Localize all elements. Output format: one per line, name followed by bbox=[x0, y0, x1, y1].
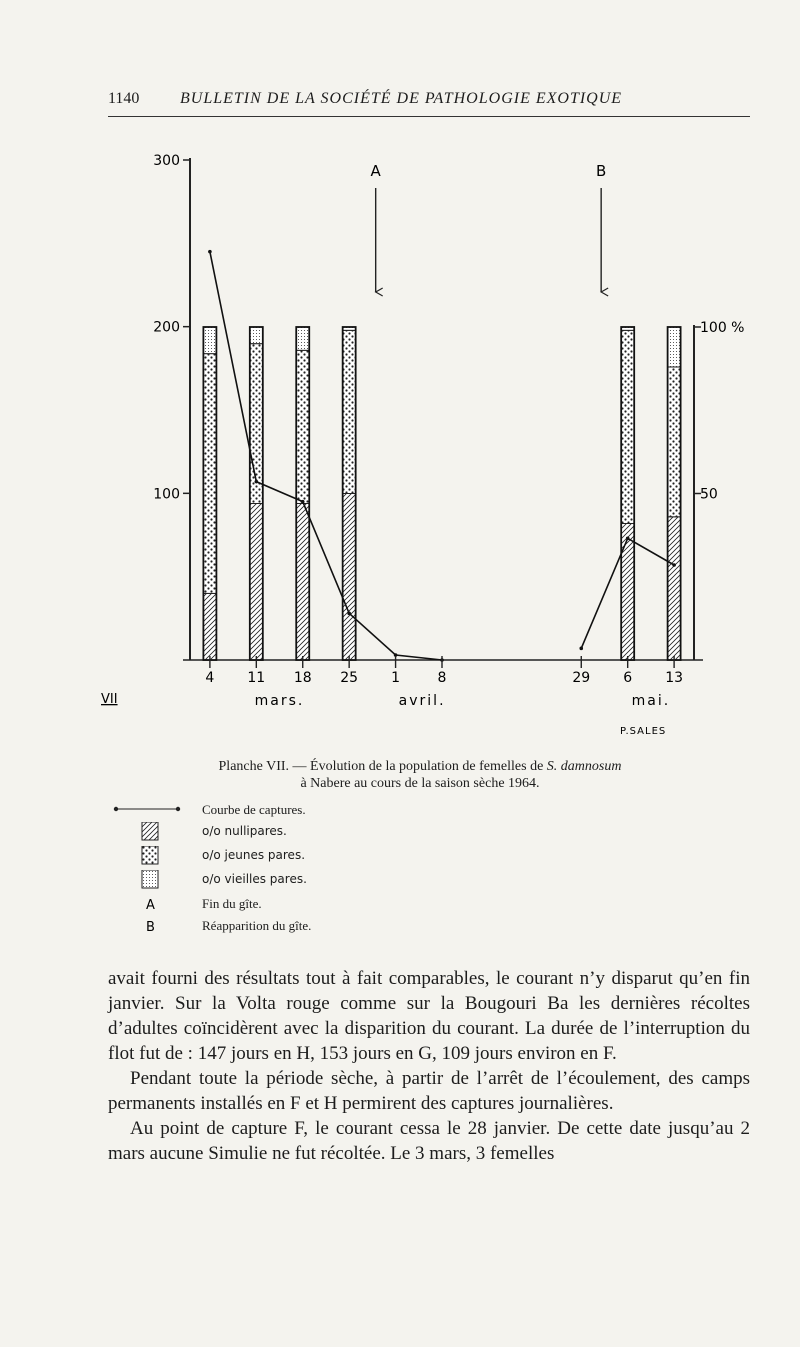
page-header bbox=[108, 90, 750, 117]
x-tick-label: 8 bbox=[437, 670, 447, 686]
event-marker-letter: A bbox=[370, 162, 381, 180]
bar-segment-nullipares bbox=[250, 503, 263, 660]
bar-segment-vieilles-pares bbox=[250, 327, 263, 344]
page-number: 1140 bbox=[108, 90, 140, 107]
capture-point bbox=[347, 612, 351, 616]
capture-point bbox=[301, 500, 305, 504]
bar-segment-vieilles-pares bbox=[668, 327, 681, 367]
legend-label: o/o nullipares. bbox=[202, 824, 287, 838]
bar-segment-vieilles-pares bbox=[296, 327, 309, 350]
figure-caption bbox=[160, 758, 680, 792]
month-label: mai. bbox=[631, 693, 671, 709]
hatch-swatch-icon bbox=[112, 822, 192, 842]
capture-point bbox=[672, 563, 676, 567]
caption-species: S. damnosum bbox=[546, 759, 622, 774]
fine-dots-swatch-icon bbox=[112, 870, 192, 890]
bar-segment-jeunes-pares bbox=[296, 350, 309, 503]
legend-item-curve bbox=[112, 800, 532, 820]
x-tick-label: 13 bbox=[665, 670, 684, 686]
month-label: mars. bbox=[254, 693, 305, 709]
x-tick-label: 1 bbox=[391, 670, 401, 686]
legend-label: Fin du gîte. bbox=[202, 896, 262, 911]
letter-b-icon bbox=[112, 916, 192, 936]
capture-point bbox=[255, 480, 259, 484]
legend-item-vieilles-pares bbox=[112, 870, 532, 890]
y-tick-label: 100 bbox=[153, 486, 180, 503]
x-tick-label: 29 bbox=[572, 670, 591, 686]
legend-label: o/o vieilles pares. bbox=[202, 872, 307, 886]
legend-item-nullipares bbox=[112, 822, 532, 842]
legend-letter-a: A bbox=[146, 898, 155, 913]
y-tick-label: 200 bbox=[153, 319, 180, 336]
bar-segment-jeunes-pares bbox=[203, 354, 216, 594]
bar-segment-vieilles-pares bbox=[203, 327, 216, 354]
article-body bbox=[108, 966, 750, 1166]
legend-label: Réapparition du gîte. bbox=[202, 918, 312, 933]
bar-segment-nullipares bbox=[203, 593, 216, 660]
y-tick-label: 300 bbox=[153, 153, 180, 169]
legend-label: Courbe de captures. bbox=[202, 802, 306, 817]
x-tick-label: 25 bbox=[340, 670, 359, 686]
x-tick-label: 4 bbox=[205, 670, 215, 686]
bar-segment-nullipares bbox=[621, 523, 634, 660]
caption-line-1 bbox=[160, 758, 680, 775]
pct-tick-label: 100 % bbox=[700, 320, 745, 336]
dots-swatch-icon bbox=[112, 846, 192, 866]
legend-item-marker-b bbox=[112, 916, 532, 936]
plate-label: VII bbox=[101, 692, 118, 707]
bar-segment-jeunes-pares bbox=[343, 330, 356, 493]
curve-line-icon bbox=[112, 800, 192, 820]
paragraph-3: Au point de capture F, le courant cessa le 28 janvier. De cette date jusqu’au 2 mars aucune Simulie ne fut récoltée. Le 3 mars, 3 femelles bbox=[108, 1118, 750, 1164]
x-tick-label: 11 bbox=[247, 670, 266, 686]
bar-segment-nullipares bbox=[296, 503, 309, 660]
capture-point bbox=[208, 250, 212, 254]
pct-tick-label: 50 bbox=[700, 486, 718, 503]
journal-title: BULLETIN DE LA SOCIÉTÉ DE PATHOLOGIE EXOTIQUE bbox=[180, 90, 623, 107]
legend-letter-b: B bbox=[146, 920, 155, 935]
letter-a-icon bbox=[112, 894, 192, 914]
legend-item-jeunes-pares bbox=[112, 846, 532, 866]
bar-segment-jeunes-pares bbox=[668, 367, 681, 517]
legend-item-marker-a bbox=[112, 894, 532, 914]
bar-segment-jeunes-pares bbox=[621, 330, 634, 523]
caption-text: Planche VII. — Évolution de la population de femelles de bbox=[218, 759, 547, 774]
capture-point bbox=[626, 537, 630, 541]
chart-credit: P.SALES bbox=[620, 726, 667, 737]
bar-segment-nullipares bbox=[668, 517, 681, 660]
month-label: avril. bbox=[398, 693, 446, 709]
x-tick-label: 6 bbox=[623, 670, 633, 686]
caption-line-2: à Nabere au cours de la saison sèche 1964. bbox=[300, 776, 540, 791]
legend-label: o/o jeunes pares. bbox=[202, 848, 306, 862]
population-chart bbox=[0, 140, 800, 740]
x-tick-label: 18 bbox=[293, 670, 312, 686]
capture-point bbox=[579, 647, 583, 651]
bar-segment-nullipares bbox=[343, 494, 356, 661]
capture-curve-line bbox=[210, 252, 442, 660]
event-marker-letter: B bbox=[596, 162, 607, 180]
paragraph-2: Pendant toute la période sèche, à partir de l’arrêt de l’écoulement, des camps permanents installés en F et H permirent des captures journalières. bbox=[108, 1068, 750, 1114]
paragraph-1: avait fourni des résultats tout à fait comparables, le courant n’y disparut qu’en fin janvier. Sur la Volta rouge comme sur la Bougouri Ba les dernières récoltes d’adultes coïncidèrent avec la disparition du courant. La durée de l’interruption du flot fut de : 147 jours en H, 153 jours en G, 109 jours environ en F. bbox=[108, 968, 750, 1064]
